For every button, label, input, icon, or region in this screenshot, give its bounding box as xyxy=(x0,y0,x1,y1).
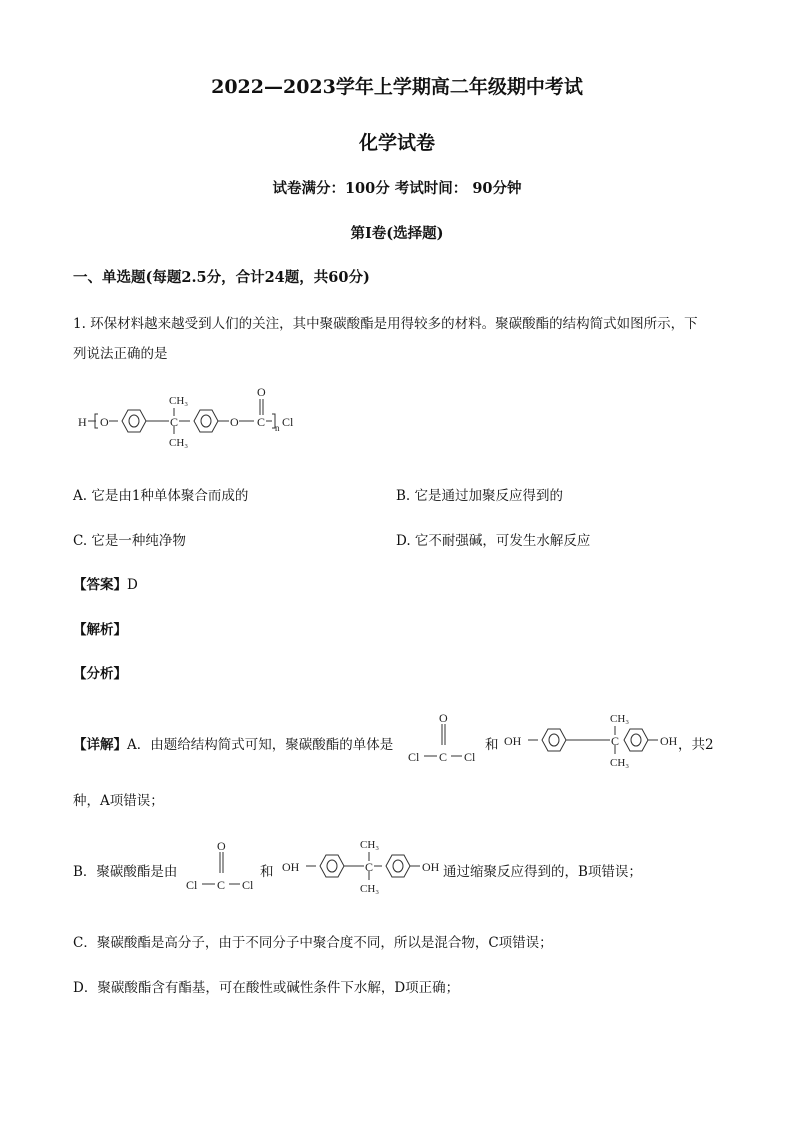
chem-label-o-carbonyl: O xyxy=(257,385,266,399)
detail-d-text: D．聚碳酸酯含有酯基，可在酸性或碱性条件下水解，D项正确； xyxy=(73,980,460,996)
option-c: C. 它是一种纯净物 xyxy=(73,533,186,549)
detail-c-text: C．聚碳酸酯是高分子，由于不同分子中聚合度不同，所以是混合物，C项错误； xyxy=(73,935,553,951)
chem-label-o: O xyxy=(217,840,226,853)
detail-a-text1: A．由题给结构简式可知，聚碳酸酯的单体是 xyxy=(127,737,394,753)
question-1-stem-line2: 列说法正确的是 xyxy=(73,346,168,362)
chem-label-c: C xyxy=(217,878,226,892)
section-heading: 一、单选题(每题2.5分，合计24题，共60分) xyxy=(73,269,370,286)
chem-label-cl-left: Cl xyxy=(408,750,420,764)
chem-label-c-center: C xyxy=(365,860,374,874)
detail-a-line xyxy=(73,733,393,753)
chem-label-ch3-bottom: CH₃ xyxy=(169,437,189,449)
detail-a-text2: ，共2 xyxy=(678,737,714,753)
exam-subject: 化学试卷 xyxy=(358,132,435,154)
chem-label-ch3-top: CH₃ xyxy=(360,839,380,851)
question-1-stem-line1: 1. 环保材料越来越受到人们的关注，其中聚碳酸酯是用得较多的材料。聚碳酸酯的结构简式如图所示，下 xyxy=(73,316,698,332)
chem-label-cl-right: Cl xyxy=(242,878,254,892)
answer-label: 【答案】 xyxy=(73,577,127,593)
chem-label-oh-right: OH xyxy=(422,860,440,874)
chem-label-cl: Cl xyxy=(282,415,294,429)
polycarbonate-structure xyxy=(74,378,304,466)
chem-label-ch3-top: CH₃ xyxy=(610,713,630,725)
answer-value: D xyxy=(127,577,138,593)
detail-b-text1: B．聚碳酸酯是由 xyxy=(73,864,178,880)
chem-label-h: H xyxy=(78,415,87,429)
chem-label-cl-right: Cl xyxy=(464,750,476,764)
exam-part: 第Ⅰ卷(选择题) xyxy=(350,225,444,242)
chem-label-cl-left: Cl xyxy=(186,878,198,892)
chem-label-c-carbonyl: C xyxy=(257,415,266,429)
chem-label-oh-left: OH xyxy=(282,860,300,874)
detail-a-and: 和 xyxy=(485,737,499,753)
exam-title: 2022—2023学年上学期高二年级期中考试 xyxy=(211,76,583,98)
fenxi-label: 【分析】 xyxy=(73,666,127,682)
detail-a-text3: 种，A项错误； xyxy=(73,793,164,809)
phosgene-structure-a xyxy=(406,712,482,768)
chem-label-oh-right: OH xyxy=(660,734,678,748)
chem-label-c-center: C xyxy=(611,734,620,748)
chem-label-o: O xyxy=(439,712,448,725)
detail-b-and: 和 xyxy=(260,864,274,880)
chem-label-c-center: C xyxy=(170,415,179,429)
chem-label-n: n xyxy=(275,423,280,433)
analysis-label: 【解析】 xyxy=(73,622,127,638)
bisphenol-a-structure-a xyxy=(502,700,702,780)
option-a: A. 它是由1种单体聚合而成的 xyxy=(73,488,249,504)
chem-label-ch3-bottom: CH₃ xyxy=(360,883,380,895)
exam-info: 试卷满分：100分 考试时间： 90分钟 xyxy=(272,180,522,197)
chem-label-o-ester: O xyxy=(230,415,239,429)
chem-label-oh-left: OH xyxy=(504,734,522,748)
option-b: B. 它是通过加聚反应得到的 xyxy=(396,488,564,504)
chem-label-c: C xyxy=(439,750,448,764)
detail-b-text2: 通过缩聚反应得到的，B项错误； xyxy=(443,864,642,880)
detail-label: 【详解】 xyxy=(73,737,127,753)
chem-label-ch3-top: CH₃ xyxy=(169,395,189,407)
answer-line xyxy=(73,573,138,593)
phosgene-structure-b xyxy=(184,840,260,896)
chem-label-o: O xyxy=(100,415,109,429)
option-d: D. 它不耐强碱，可发生水解反应 xyxy=(396,533,591,549)
chem-label-ch3-bottom: CH₃ xyxy=(610,757,630,769)
